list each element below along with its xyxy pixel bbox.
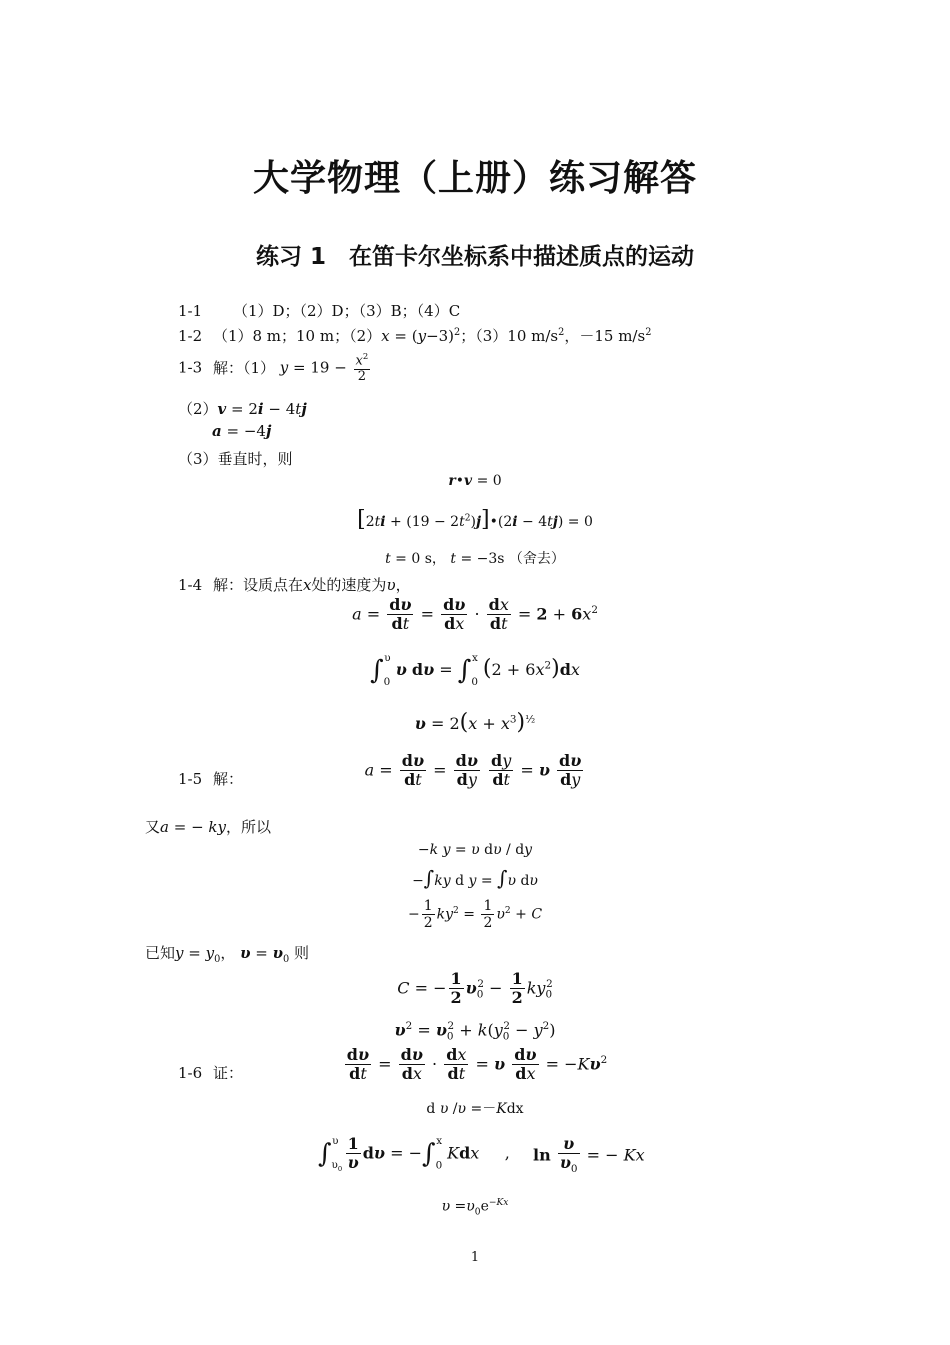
text-yizhi: 已知 bbox=[145, 944, 176, 962]
constant-eq: C = − $\frac{1}{2}$ $\upsilon_0^2$ − $\frac{1}{2}$ $ky_0^2$ bbox=[397, 969, 553, 1008]
accel-chain-rule: a = $\frac{d\upsilon}{dt}$ = $\frac{d\upsilon}{dx}$ · $\frac{dx}{dt}$ = $2 + 6x^2$ bbox=[352, 595, 598, 634]
problem-number: 1-6 bbox=[178, 1064, 203, 1082]
part-label: （3）垂直时，则 bbox=[178, 450, 293, 468]
answer-text-a: （1）8 m；10 m；（2） bbox=[212, 327, 382, 345]
problem-number: 1-5 bbox=[178, 770, 203, 788]
accel-eq-1-5: a = $\frac{d\upsilon}{dt}$ = $\frac{d\upsilon}{dy}$ $\frac{dy}{dt}$ = υ $\frac{d\upsilon}{dy}$ bbox=[364, 751, 582, 790]
answer-1-1 bbox=[178, 300, 460, 321]
chain-rule-1-6: $\frac{d\upsilon}{dt}$ = $\frac{d\upsilon}{dx}$ · $\frac{dx}{dt}$ = υ $\frac{d\upsilon}{dx}$ = $-K\upsilon^2$ bbox=[346, 1045, 608, 1084]
acceleration-eq: a = −4j bbox=[212, 422, 272, 440]
integrated-eq: − $\frac{1}{2}$ $ky^2$ = $\frac{1}{2}$ $\upsilon^2 + C$ bbox=[407, 898, 543, 932]
problem-number: 1-1 bbox=[178, 302, 203, 320]
problem-number: 1-3 bbox=[178, 358, 203, 377]
diff-eq: −k y = υ dυ / dy bbox=[417, 842, 533, 858]
solution-label: 解：（1） bbox=[212, 358, 275, 377]
problem-number: 1-2 bbox=[178, 327, 203, 345]
answer-1-2: 1-2 （1）8 m；10 m；$(2)x = (y-3)^2$；（3）10 $m/s^2$，－15 $m/s^2$ bbox=[178, 327, 652, 345]
proof-label: 证： bbox=[212, 1064, 243, 1082]
answer-1-3-part2: （2）v = 2i − 4tj bbox=[178, 400, 307, 418]
solution-label: 解： bbox=[212, 770, 243, 788]
answer-text-b: 处的速度为 bbox=[311, 576, 387, 594]
dot-product-eq: r•v = 0 bbox=[448, 473, 502, 489]
given-accel: 又a = − ky，所以 bbox=[145, 818, 272, 836]
text-you: 又 bbox=[145, 818, 161, 836]
discard-note: （舍去） bbox=[508, 551, 565, 567]
integral-eq-1-6: $\int_{\upsilon_0}^\upsilon$ $\frac{1}{\upsilon}$ $d\upsilon = -\int_0^x$ Kdx , bbox=[318, 1134, 510, 1174]
final-velocity: $\upsilon =\upsilon_0e^{-Kx}$ bbox=[441, 1198, 509, 1218]
log-eq: ln $\frac{\upsilon}{\upsilon_0}$ = − Kx bbox=[533, 1134, 645, 1176]
separated-eq: d υ /υ =－Kdx bbox=[426, 1101, 524, 1117]
answer-1-4: 1-4 解：设质点在x处的速度为υ， bbox=[178, 576, 411, 594]
part-label: （2） bbox=[178, 400, 218, 418]
text-ze: 则 bbox=[294, 944, 310, 962]
text-suoyi: ，所以 bbox=[226, 818, 272, 836]
answer-text-c: ，－15 m/s bbox=[564, 327, 646, 345]
answer-1-3-part3 bbox=[178, 448, 293, 469]
velocity-result: $\upsilon = 2(x + x^3)^{\frac{1}{2}}$ bbox=[414, 710, 536, 735]
velocity-squared-eq: $\upsilon^2 = \upsilon_0^2 + k(y_0^2 - y^2)$ bbox=[394, 1020, 556, 1043]
integral-eq: $\int_0^\upsilon$ υ $d\upsilon = \int_0^x$ $(2 + 6x^2)dx$ bbox=[370, 652, 580, 688]
answer-text-b: ；（3）10 m/s bbox=[460, 327, 559, 345]
initial-condition: 已知$y = y_0$， $\upsilon = \upsilon_0$ 则 bbox=[145, 944, 310, 965]
page-title: 大学物理（上册）练习解答 bbox=[252, 158, 697, 199]
integral-eq-1-5: −∫ky d y = ∫υ dυ bbox=[412, 866, 538, 890]
answer-1-3-part1: 1-3 解：（1） y = 19 − $\frac{x^2}{2}$ bbox=[178, 351, 369, 385]
answer-text: （1）D；（2）D；（3）B；（4）C bbox=[232, 302, 461, 320]
answer-text: 解：设质点在 bbox=[212, 576, 303, 594]
page-number: 1 bbox=[470, 1250, 480, 1265]
time-solution: t = 0 s， t = −3s （舍去） bbox=[385, 551, 565, 567]
section-title: 练习 1 在笛卡尔坐标系中描述质点的运动 bbox=[255, 244, 694, 270]
problem-number: 1-4 bbox=[178, 576, 203, 594]
expanded-eq: $[2ti + (19 - 2t^2)j]•(2i - 4tj) = 0$ bbox=[357, 507, 593, 532]
